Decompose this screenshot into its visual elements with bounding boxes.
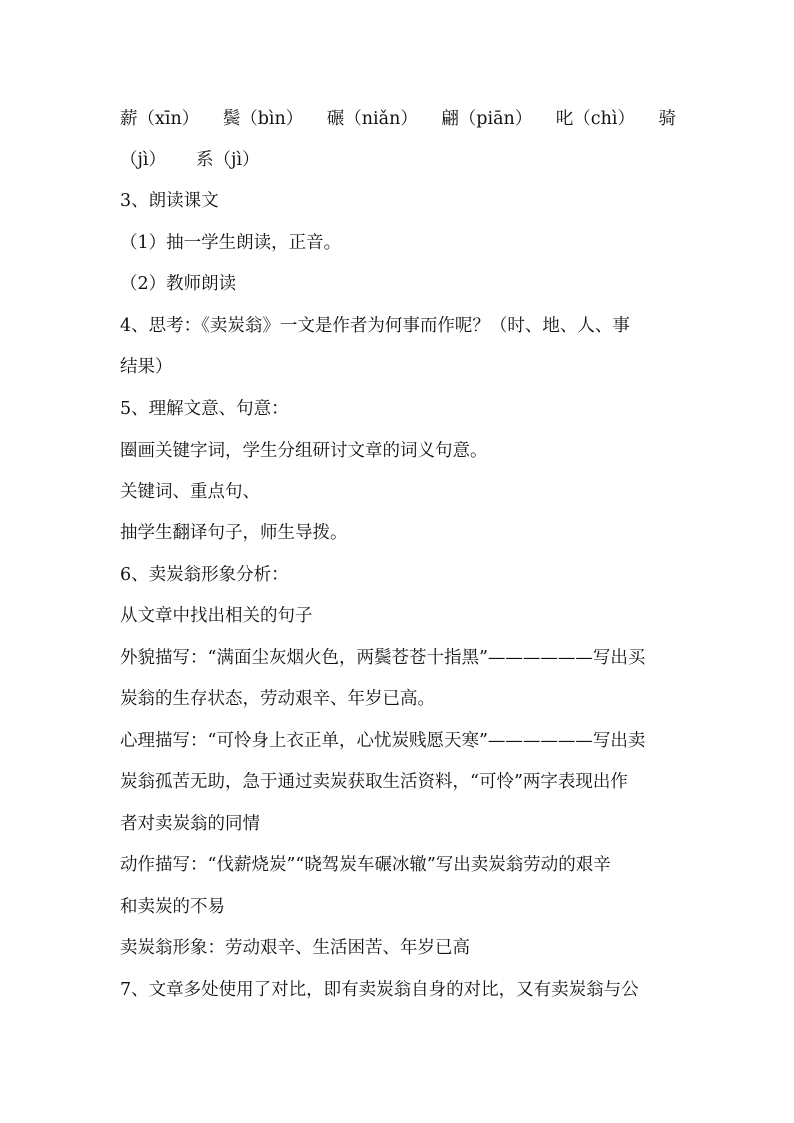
- action-line1: 动作描写：“伐薪烧炭”“晓驾炭车碾冰辙”写出卖炭翁劳动的艰辛: [120, 855, 611, 875]
- psych-line1: 心理描写：“可怜身上衣正单，心忧炭贱愿天寒”——————写出卖: [120, 731, 646, 751]
- step6-title: 6、卖炭翁形象分析：: [120, 565, 289, 585]
- pinyin-nian: 碾（niǎn）: [326, 109, 418, 129]
- step4-line1: 4、思考：《卖炭翁》一文是作者为何事而作呢？（时、地、人、事: [120, 316, 630, 336]
- pinyin-pian: 翩（piān）: [441, 109, 533, 129]
- pinyin-bin: 鬓（bìn）: [222, 109, 304, 129]
- image-summary: 卖炭翁形象：劳动艰辛、生活困苦、年岁已高: [120, 938, 470, 958]
- pinyin-line-1: [120, 108, 680, 130]
- psych-line3: 者对卖炭翁的同情: [120, 814, 260, 834]
- pinyin-qi-char: 骑: [658, 109, 676, 129]
- pinyin-line-2: [120, 149, 680, 171]
- psych-line2: 炭翁孤苦无助，急于通过卖炭获取生活资料，“可怜”两字表现出作: [120, 772, 628, 792]
- step3-item1: （1）抽一学生朗读，正音。: [120, 233, 342, 253]
- step3-item2: （2）教师朗读: [120, 274, 237, 294]
- pinyin-ji-reading: （jì）: [120, 150, 167, 170]
- step7-line1: 7、文章多处使用了对比，即有卖炭翁自身的对比，又有卖炭翁与公: [120, 980, 639, 1000]
- appearance-line1: 外貌描写：“满面尘灰烟火色，两鬓苍苍十指黑”——————写出买: [120, 648, 646, 668]
- pinyin-xin: 薪（xīn）: [120, 109, 200, 129]
- step6-intro: 从文章中找出相关的句子: [120, 606, 313, 626]
- pinyin-xi: 系（jì）: [196, 150, 260, 170]
- step5-line2: 关键词、重点句、: [120, 482, 260, 502]
- step3-title: 3、朗读课文: [120, 191, 219, 211]
- step5-line3: 抽学生翻译句子，师生导拨。: [120, 523, 348, 543]
- step4-line2: 结果）: [120, 357, 173, 377]
- step5-title: 5、理解文意、句意：: [120, 399, 289, 419]
- appearance-line2: 炭翁的生存状态，劳动艰辛、年岁已高。: [120, 689, 435, 709]
- action-line2: 和卖炭的不易: [120, 897, 225, 917]
- pinyin-chi: 叱（chì）: [555, 109, 635, 129]
- step5-line1: 圈画关键字词，学生分组研讨文章的词义句意。: [120, 441, 488, 461]
